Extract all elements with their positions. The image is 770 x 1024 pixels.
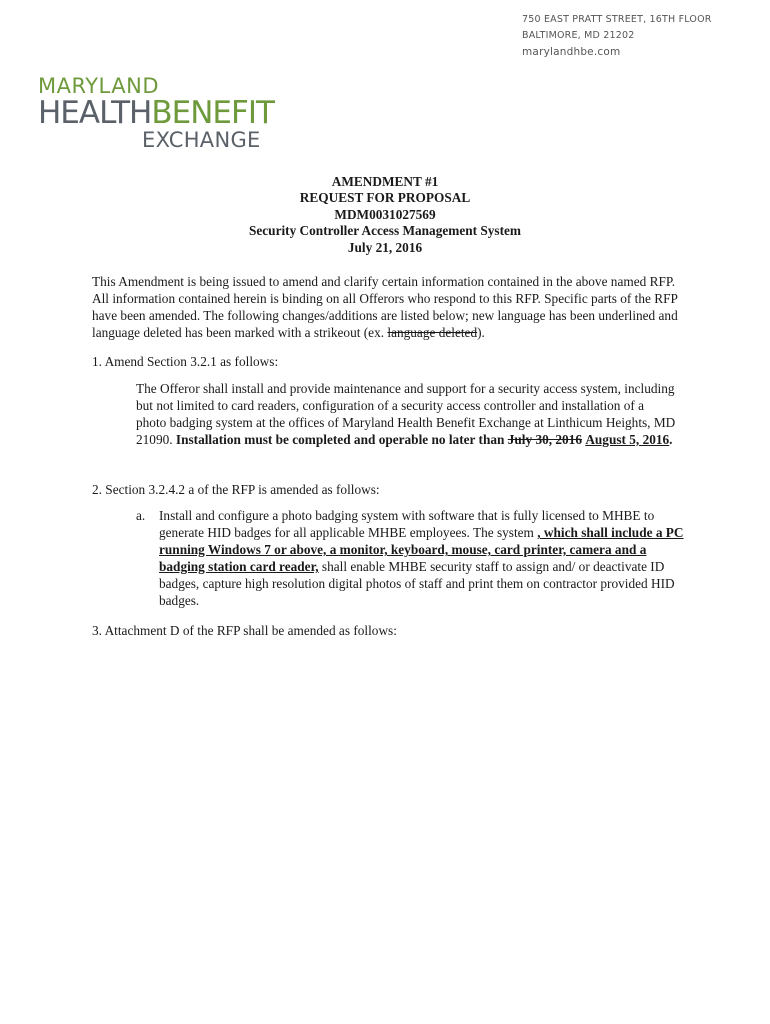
section-1-bold-requirement: Installation must be completed and operable no later than	[175, 432, 505, 447]
section-3-title: 3. Attachment D of the RFP shall be amended as follows:	[92, 623, 397, 638]
section-2-item-a	[136, 507, 696, 609]
section-1-new-date: August 5, 2016	[585, 432, 670, 447]
document-heading	[0, 174, 770, 256]
intro-close: ).	[477, 325, 485, 340]
section-2-text-2: shall enable MHBE security staff to assign and/ or deactivate ID badges, capture high resolution digital photos of staff and print them on contractor provided HID badges.	[159, 559, 675, 608]
heading-rfp: REQUEST FOR PROPOSAL	[299, 190, 471, 206]
section-1-body	[136, 380, 676, 448]
section-2-title: 2. Section 3.2.4.2 a of the RFP is amended as follows:	[92, 482, 380, 497]
logo-line-health-benefit	[38, 95, 274, 131]
section-2-inserted-language: , which shall include a PC running Windows 7 or above, a monitor, keyboard, mouse, card printer, camera and a badging station card reader,	[159, 525, 684, 574]
heading-date: July 21, 2016	[347, 239, 423, 255]
address-line-street: 750 EAST PRATT STREET, 16TH FLOOR	[522, 14, 712, 25]
section-1-deleted-date: July 30, 2016	[507, 432, 582, 447]
logo-line-maryland: MARYLAND	[38, 74, 159, 98]
mhbe-logo	[38, 76, 274, 151]
list-marker: a.	[136, 508, 146, 523]
section-1-title: 1. Amend Section 3.2.1 as follows:	[92, 354, 279, 369]
section-1-period: .	[669, 432, 673, 447]
section-2-text-1: Install and configure a photo badging system with software that is fully licensed to MHBE to generate HID badges for all applicable MHBE employees. The system	[159, 508, 655, 540]
section-1-text: The Offeror shall install and provide maintenance and support for a security access system, including but not limited to card readers, configuration of a security access controller and installation of a photo badging system at the offices of Maryland Health Benefit Exchange at Linthicum Heights, MD 21090.	[136, 381, 676, 447]
logo-word-benefit: BENEFIT	[151, 95, 274, 131]
section-2-item-text	[159, 507, 689, 609]
intro-text: This Amendment is being issued to amend and clarify certain information contained in the above named RFP. All information contained herein is binding on all Offerors who respond to this RFP. Specific parts of the RFP have been amended. The following changes/additions are listed below; new language has been underlined and language deleted has been marked with a strikeout (ex.	[92, 274, 678, 340]
website-link[interactable]: marylandhbe.com	[522, 46, 621, 58]
address-line-city: BALTIMORE, MD 21202	[522, 30, 635, 41]
heading-project-title: Security Controller Access Management System	[248, 223, 522, 239]
intro-paragraph	[92, 273, 692, 341]
intro-strikeout-example: language deleted	[387, 325, 478, 340]
logo-word-health: HEALTH	[38, 95, 152, 131]
letterhead-address	[522, 12, 712, 60]
heading-rfp-number: MDM0031027569	[334, 206, 436, 222]
logo-line-exchange: EXCHANGE	[142, 128, 261, 152]
heading-amendment: AMENDMENT #1	[331, 174, 439, 189]
